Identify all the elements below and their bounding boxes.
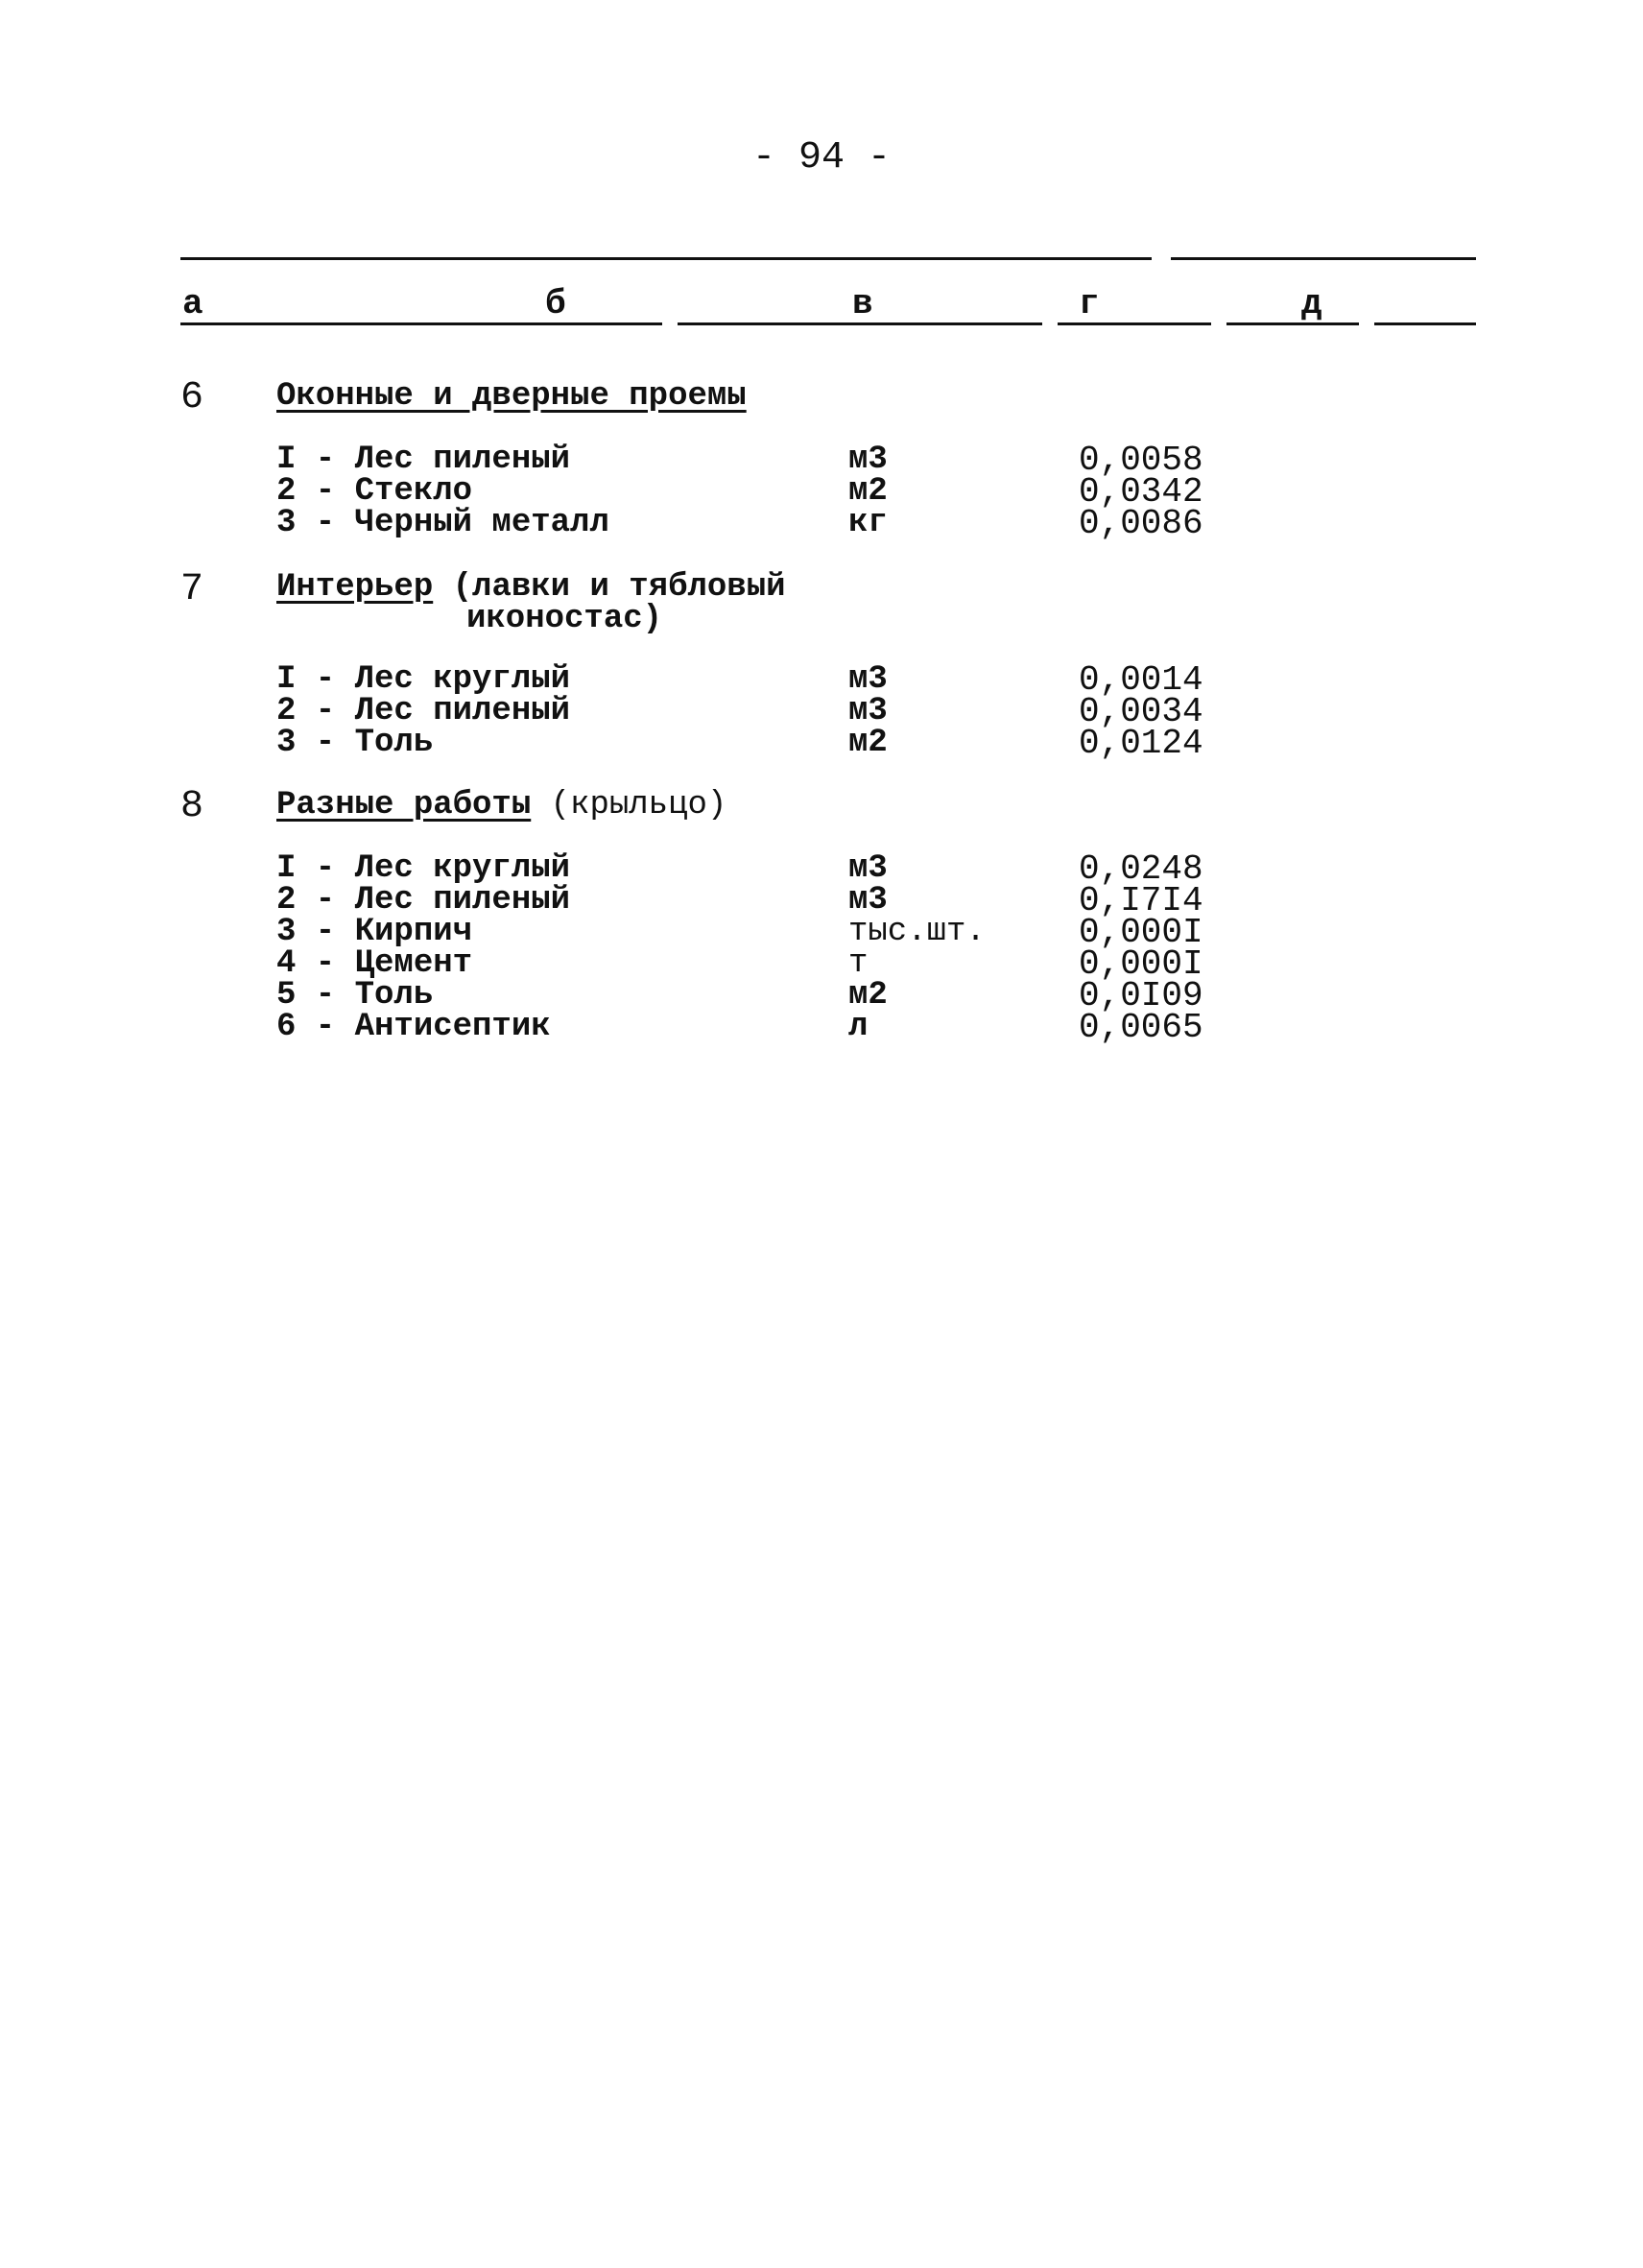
header-rule-e bbox=[1374, 322, 1476, 325]
list-item bbox=[0, 504, 1643, 543]
column-header-b: б bbox=[545, 284, 566, 323]
item-unit: м3 bbox=[848, 661, 888, 698]
item-name: 3 - Толь bbox=[276, 725, 434, 761]
section-number: 8 bbox=[180, 785, 204, 828]
item-unit: л bbox=[848, 1009, 869, 1045]
column-header-d: д bbox=[1301, 284, 1322, 323]
section-title-text: Оконные и дверные проемы bbox=[276, 378, 747, 415]
item-name: 3 - Кирпич bbox=[276, 914, 473, 950]
list-item bbox=[0, 724, 1643, 763]
item-name: 4 - Цемент bbox=[276, 945, 473, 982]
item-unit: т bbox=[848, 945, 869, 982]
header-rule-d bbox=[1226, 322, 1359, 325]
section-number: 7 bbox=[180, 568, 204, 611]
list-item bbox=[0, 692, 1643, 731]
item-value: 0,0248 bbox=[1079, 849, 1203, 889]
page-number: - 94 - bbox=[751, 136, 892, 179]
section-title-note: (лавки и тябловый bbox=[433, 569, 786, 606]
item-value: 0,0065 bbox=[1079, 1008, 1203, 1047]
item-unit: м2 bbox=[848, 977, 888, 1014]
section-title bbox=[276, 378, 747, 415]
item-name: 2 - Лес пиленый bbox=[276, 693, 571, 729]
list-item bbox=[0, 976, 1643, 1015]
header-rule-g bbox=[1058, 322, 1211, 325]
section-title-text: Разные работы bbox=[276, 787, 532, 824]
item-name: 2 - Лес пиленый bbox=[276, 882, 571, 919]
item-name: I - Лес круглый bbox=[276, 850, 571, 887]
column-header-a: а bbox=[182, 284, 203, 323]
list-item bbox=[0, 472, 1643, 512]
list-item bbox=[0, 441, 1643, 480]
item-name: 3 - Черный металл bbox=[276, 505, 609, 541]
item-value: 0,I7I4 bbox=[1079, 881, 1203, 920]
item-unit: м2 bbox=[848, 473, 888, 510]
item-value: 0,0124 bbox=[1079, 724, 1203, 763]
section-title-text: Интерьер bbox=[276, 569, 434, 606]
item-name: 2 - Стекло bbox=[276, 473, 473, 510]
section-title bbox=[276, 787, 726, 824]
item-name: 5 - Толь bbox=[276, 977, 434, 1014]
list-item bbox=[0, 944, 1643, 984]
item-unit: м3 bbox=[848, 882, 888, 919]
header-rule-a bbox=[180, 322, 662, 325]
item-value: 0,0014 bbox=[1079, 660, 1203, 700]
item-value: 0,0342 bbox=[1079, 472, 1203, 512]
column-header-g: г bbox=[1079, 284, 1100, 323]
item-unit: кг bbox=[848, 505, 888, 541]
section-title-note: (крыльцо) bbox=[531, 787, 727, 824]
top-rule-right bbox=[1171, 257, 1476, 260]
item-value: 0,000I bbox=[1079, 944, 1203, 984]
item-value: 0,0086 bbox=[1079, 504, 1203, 543]
item-value: 0,0034 bbox=[1079, 692, 1203, 731]
list-item bbox=[0, 913, 1643, 952]
item-name: 6 - Антисептик bbox=[276, 1009, 551, 1045]
item-value: 0,0058 bbox=[1079, 441, 1203, 480]
item-value: 0,0I09 bbox=[1079, 976, 1203, 1015]
top-rule-left bbox=[180, 257, 1152, 260]
list-item bbox=[0, 660, 1643, 700]
item-unit: тыс.шт. bbox=[848, 914, 986, 950]
item-value: 0,000I bbox=[1079, 913, 1203, 952]
section-number: 6 bbox=[180, 376, 204, 419]
item-unit: м3 bbox=[848, 693, 888, 729]
item-unit: м2 bbox=[848, 725, 888, 761]
column-header-v: в bbox=[852, 284, 873, 323]
list-item bbox=[0, 849, 1643, 889]
item-unit: м3 bbox=[848, 442, 888, 478]
list-item bbox=[0, 881, 1643, 920]
item-name: I - Лес круглый bbox=[276, 661, 571, 698]
list-item bbox=[0, 1008, 1643, 1047]
section-title-line2: иконостас) bbox=[466, 601, 663, 637]
item-name: I - Лес пиленый bbox=[276, 442, 571, 478]
header-rule-b2 bbox=[678, 322, 1042, 325]
item-unit: м3 bbox=[848, 850, 888, 887]
